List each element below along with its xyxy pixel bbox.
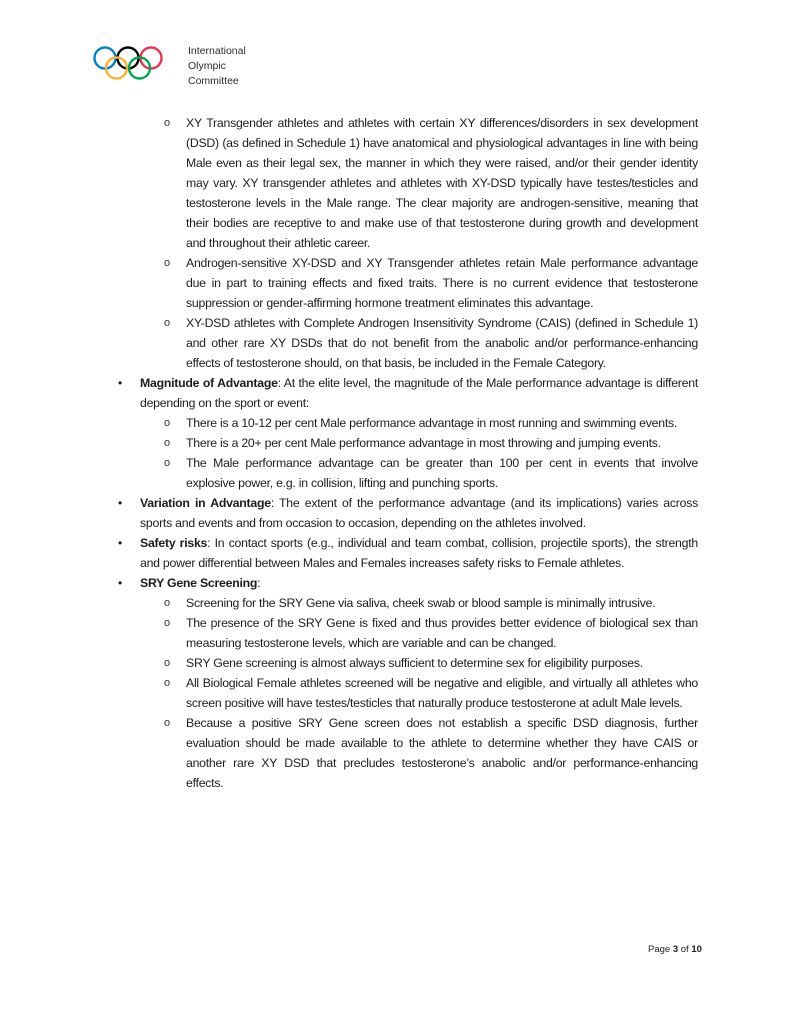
current-page: 3 xyxy=(672,944,679,955)
logo-line-1: International xyxy=(188,45,246,57)
variation-in-advantage-item xyxy=(112,493,698,533)
sub-bullet: o xyxy=(164,457,170,469)
item-text: : xyxy=(257,576,261,590)
sub-bullet: o xyxy=(164,317,170,329)
item-heading: Variation in Advantage xyxy=(140,496,271,510)
total-pages: 10 xyxy=(691,944,702,955)
magnitude-of-advantage-item xyxy=(112,373,698,413)
list-item-text: The presence of the SRY Gene is fixed and thus provides better evidence of biological sex than measuring testosterone levels, which are variable and can be changed. xyxy=(186,616,698,650)
olympic-rings-icon xyxy=(90,40,180,90)
item-text: : At the elite level, the magnitude of the Male performance advantage is different depending on the sport or event: xyxy=(140,376,698,410)
sub-bullet: o xyxy=(164,677,170,689)
document-body xyxy=(112,113,702,793)
item-heading: Safety risks xyxy=(140,536,208,550)
safety-risks-item xyxy=(112,533,698,573)
sub-bullet: o xyxy=(164,617,170,629)
list-item-text: XY Transgender athletes and athletes with certain XY differences/disorders in sex development (DSD) (as defined in Schedule 1) have anatomical and physiological advantages in line with being Male even as their legal sex, the manner in which they were raised, and/or their gender identity may vary. XY transgender athletes and athletes with XY-DSD typically have testes/testicles and testosterone levels in the Male range. The clear majority are androgen-sensitive, meaning that their bodies are receptive to and make use of that testosterone during growth and development and throughout their athletic career. xyxy=(186,116,698,250)
item-heading: Magnitude of Advantage xyxy=(140,376,278,390)
ioc-logo xyxy=(90,40,270,90)
list-item-text: SRY Gene screening is almost always sufficient to determine sex for eligibility purposes. xyxy=(186,656,643,670)
bullet: • xyxy=(118,496,122,510)
bullet: • xyxy=(118,376,122,390)
list-item-text: The Male performance advantage can be greater than 100 per cent in events that involve explosive power, e.g. in collision, lifting and punching sports. xyxy=(186,456,698,490)
list-item-text: Androgen-sensitive XY-DSD and XY Transgender athletes retain Male performance advantage due in part to training effects and fixed traits. There is no current evidence that testosterone suppression or gender-affirming hormone treatment eliminates this advantage. xyxy=(186,256,698,310)
list-item xyxy=(112,593,698,613)
list-item xyxy=(112,253,698,313)
item-text: : In contact sports (e.g., individual and team combat, collision, projectile sports), the strength and power differential between Males and Females increases safety risks to Female athletes. xyxy=(140,536,698,570)
list-item xyxy=(112,613,698,653)
list-item-text: Screening for the SRY Gene via saliva, cheek swab or blood sample is minimally intrusive. xyxy=(186,596,656,610)
list-item xyxy=(112,673,698,713)
sub-bullet: o xyxy=(164,417,170,429)
sry-gene-screening-item xyxy=(112,573,698,593)
list-item-text: All Biological Female athletes screened will be negative and eligible, and virtually all athletes who screen positive will have testes/testicles that naturally produce testosterone at adult Male levels. xyxy=(186,676,698,710)
sub-bullet: o xyxy=(164,657,170,669)
list-item-text: There is a 20+ per cent Male performance advantage in most throwing and jumping events. xyxy=(186,436,661,450)
list-item xyxy=(112,313,698,373)
bullet: • xyxy=(118,536,122,550)
list-item-text: Because a positive SRY Gene screen does not establish a specific DSD diagnosis, further evaluation should be made available to the athlete to determine whether they have CAIS or another rare XY DSD that precludes testosterone’s anabolic and/or performance-enhancing effects. xyxy=(186,716,698,790)
page-number: Page 3 of 10 xyxy=(648,944,702,955)
list-item xyxy=(112,413,698,433)
ioc-wordmark xyxy=(188,44,246,89)
logo-line-2: Olympic xyxy=(188,60,226,72)
list-item xyxy=(112,433,698,453)
sub-bullet: o xyxy=(164,117,170,129)
list-item-text: There is a 10-12 per cent Male performance advantage in most running and swimming events. xyxy=(186,416,678,430)
sub-bullet: o xyxy=(164,437,170,449)
list-item xyxy=(112,113,698,253)
item-heading: SRY Gene Screening xyxy=(140,576,258,590)
sub-bullet: o xyxy=(164,717,170,729)
list-item xyxy=(112,653,698,673)
sub-bullet: o xyxy=(164,257,170,269)
sub-bullet: o xyxy=(164,597,170,609)
logo-line-3: Committee xyxy=(188,75,239,87)
list-item xyxy=(112,713,698,793)
item-text: : The extent of the performance advantage (and its implications) varies across sports and events and from occasion to occasion, depending on the athletes involved. xyxy=(140,496,699,530)
bullet: • xyxy=(118,576,122,590)
list-item xyxy=(112,453,698,493)
list-item-text: XY-DSD athletes with Complete Androgen Insensitivity Syndrome (CAIS) (defined in Schedule 1) and other rare XY DSDs that do not benefit from the anabolic and/or performance-enhancing effects of testosterone should, on that basis, be included in the Female Category. xyxy=(186,316,698,370)
